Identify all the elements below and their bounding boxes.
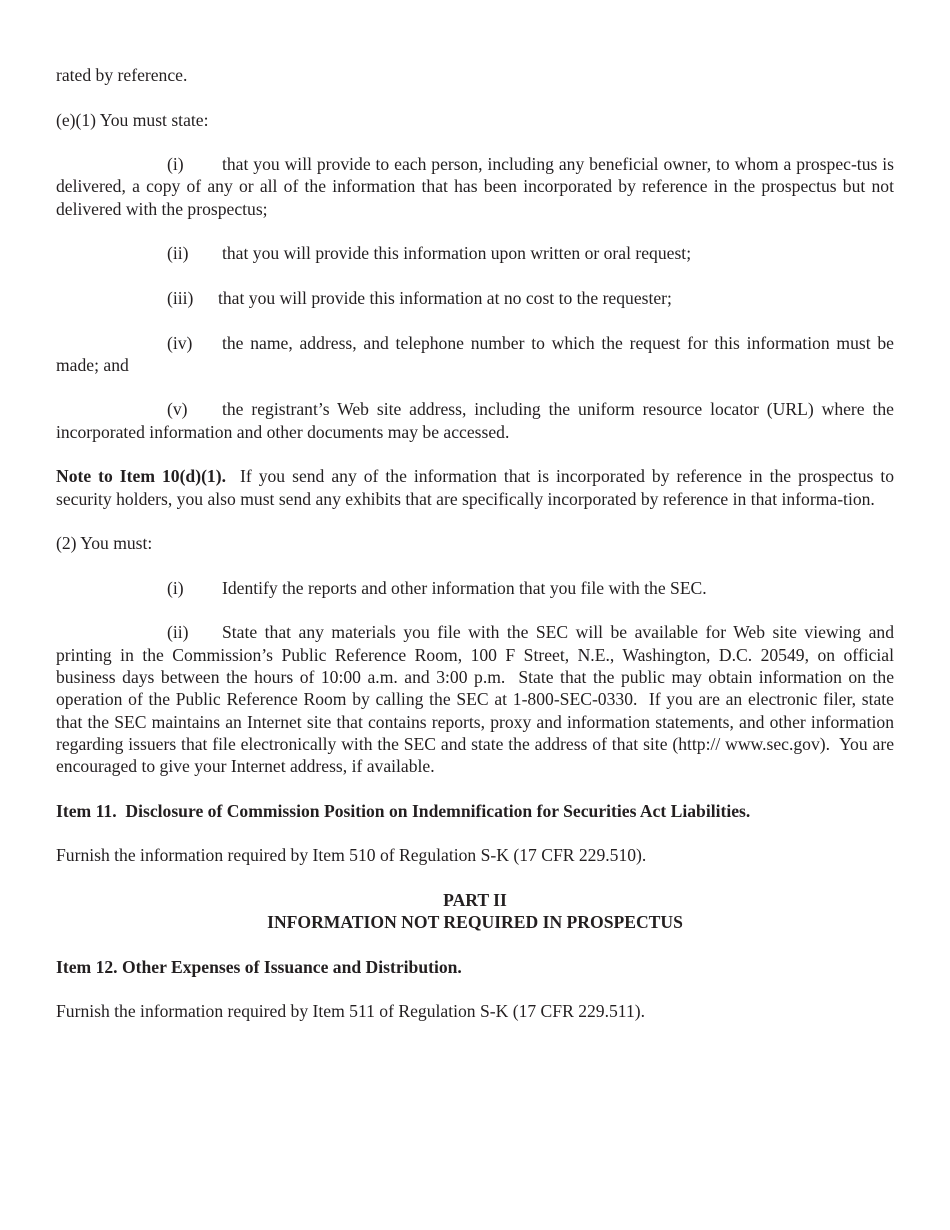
e1-lead: (e)(1) You must state:: [56, 109, 209, 130]
item12-heading: Item 12. Other Expenses of Issuance and Distribution.: [56, 956, 462, 977]
e1-item: [56, 242, 894, 264]
e1-item: [56, 287, 894, 309]
e1-item: [56, 398, 894, 443]
e2-item: [56, 577, 894, 599]
item-text: State that any materials you file with the SEC will be available for Web site viewing and printing in the Commission’s Public Reference Room, 100 F Street, N.E., Washington, D.C. 20549, on official business days between the hours of 10:00 a.m. and 3:00 p.m. State that the public may obtain information on the operation of the Public Reference Room by calling the SEC at 1-800-SEC-0330. If you are an electronic filer, state that the SEC maintains an Internet site that contains reports, proxy and information statements, and other information regarding issuers that file electronically with the SEC and state the address of that site (http:// www.sec.gov). You are encouraged to give your Internet address, if available.: [56, 622, 899, 777]
e1-item: [56, 153, 894, 220]
note-label: Note to Item 10(d)(1).: [56, 466, 226, 487]
item12-text: Furnish the information required by Item 511 of Regulation S-K (17 CFR 229.511).: [56, 1001, 645, 1022]
item-number: (ii): [167, 243, 189, 264]
item-number: (i): [167, 577, 184, 598]
intro-text: rated by reference.: [56, 65, 188, 85]
part2-subtitle: INFORMATION NOT REQUIRED IN PROSPECTUS: [267, 912, 683, 933]
document-page: [56, 64, 899, 1023]
note-text: If you send any of the information that is incorporated by reference in the prospectus to security holders, you also must send any exhibits that are specifically incorporated by reference in that informa-tion.: [56, 466, 899, 509]
item-number: (v): [167, 399, 188, 420]
e2-lead: (2) You must:: [56, 533, 153, 554]
item11-heading: Item 11. Disclosure of Commission Position on Indemnification for Securities Act Liabilities.: [56, 800, 751, 821]
item-text: Identify the reports and other information that you file with the SEC.: [222, 577, 707, 598]
item-text: that you will provide to each person, including any beneficial owner, to whom a prospec-tus is delivered, a copy of any or all of the information that has been incorporated by reference in the prospectus but not delivered with the prospectus;: [56, 154, 894, 219]
item-text: that you will provide this information upon written or oral request;: [222, 243, 692, 264]
part2-title: PART II: [443, 889, 507, 910]
item-text: the registrant’s Web site address, including the uniform resource locator (URL) where the incorporated information and other documents may be accessed.: [56, 399, 894, 442]
note-paragraph: [56, 465, 899, 510]
item-number: (ii): [167, 622, 189, 643]
item-number: (iii): [167, 287, 194, 308]
item-number: (i): [167, 154, 184, 175]
item-text: that you will provide this information at no cost to the requester;: [218, 287, 672, 308]
e2-item: [56, 621, 899, 777]
e1-item: [56, 332, 894, 377]
item11-text: Furnish the information required by Item 510 of Regulation S-K (17 CFR 229.510).: [56, 845, 647, 866]
item-number: (iv): [167, 332, 193, 353]
item-text: the name, address, and telephone number to which the request for this information must be made; and: [56, 332, 894, 375]
